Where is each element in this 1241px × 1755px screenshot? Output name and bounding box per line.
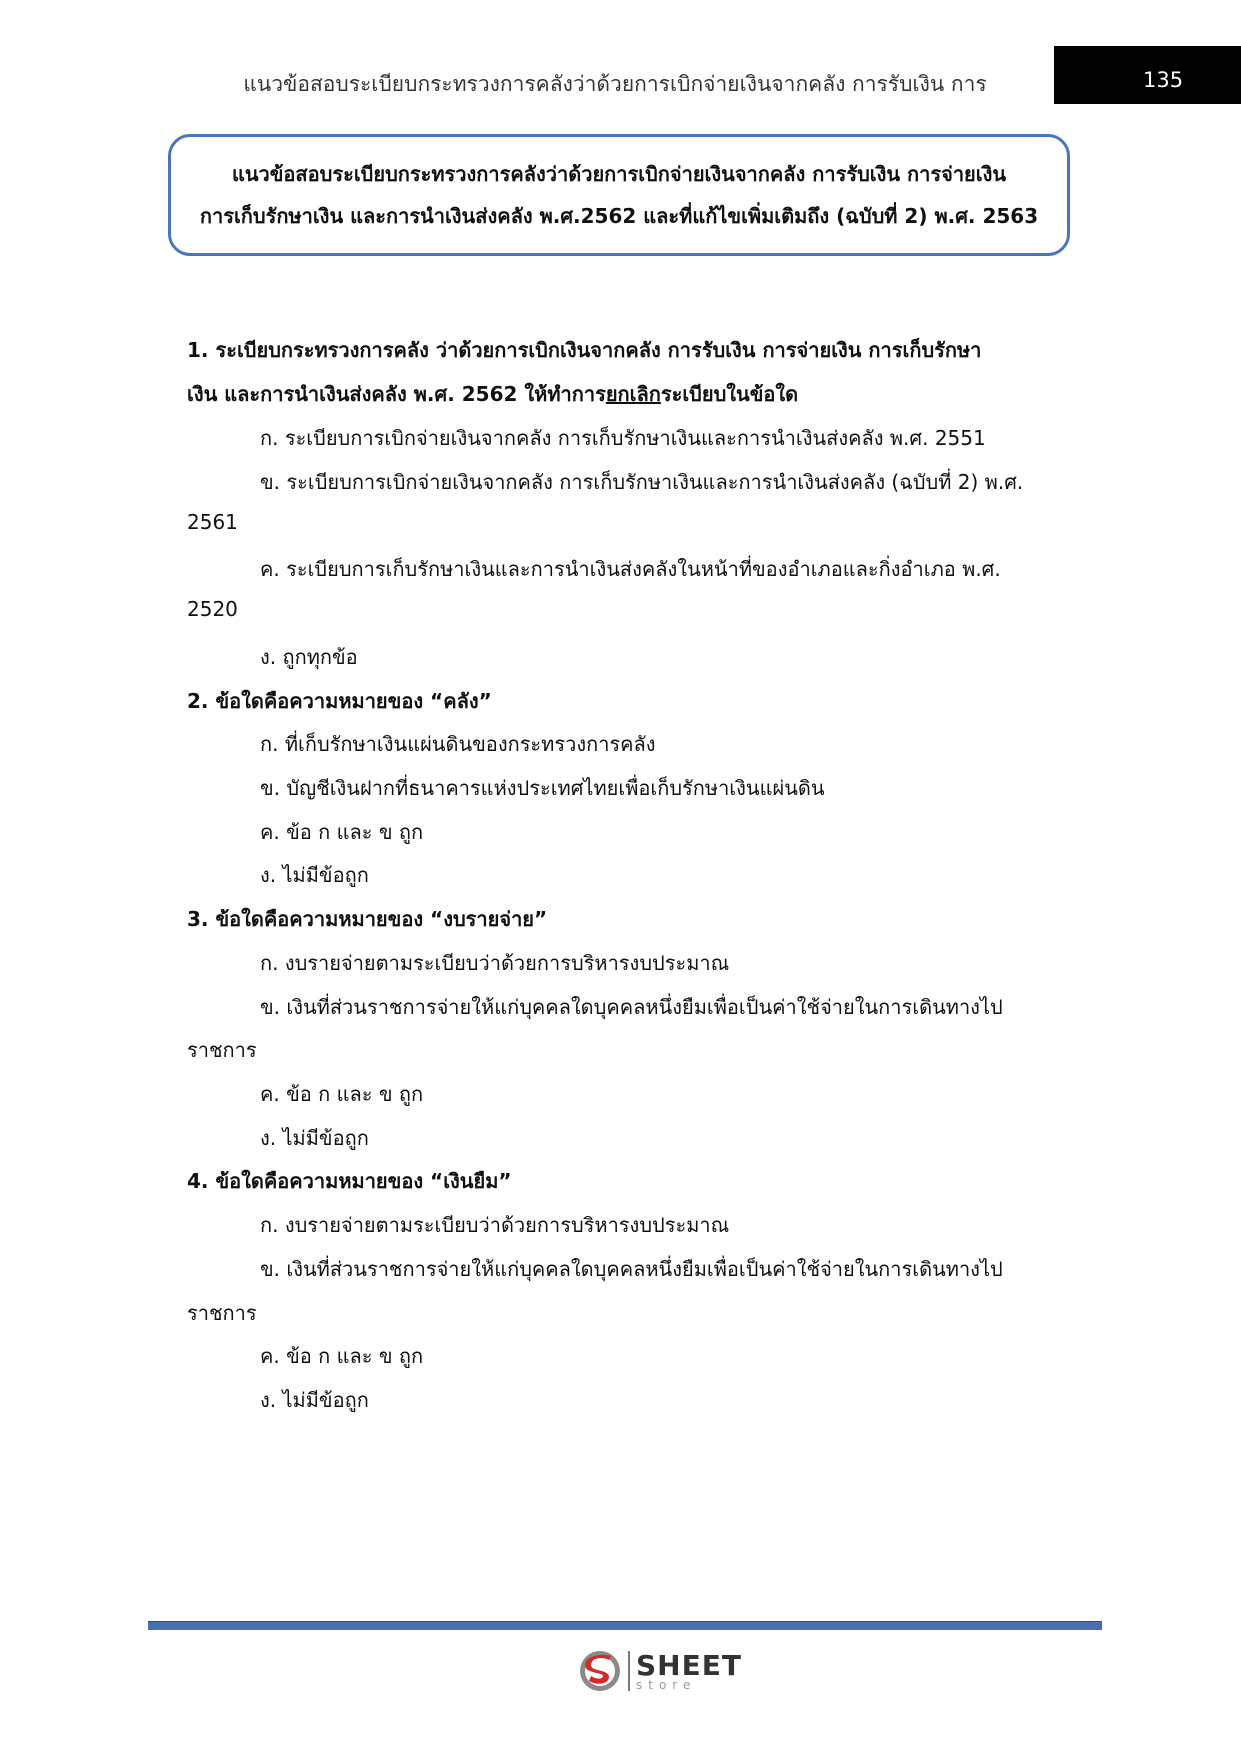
header-title: แนวข้อสอบระเบียบกระทรวงการคลังว่าด้วยการเบิกจ่ายเงินจากคลัง การรับเงิน การ — [243, 72, 987, 96]
question-2-option-c: ค. ข้อ ก และ ข ถูก — [260, 820, 424, 844]
question-4-option-c: ค. ข้อ ก และ ข ถูก — [260, 1344, 424, 1368]
question-4-option-b-continuation: ราชการ — [187, 1301, 257, 1325]
page-number: 135 — [1143, 68, 1184, 92]
question-4-option-a: ก. งบรายจ่ายตามระเบียบว่าด้วยการบริหารงบประมาณ — [260, 1213, 730, 1237]
question-3-option-b: ข. เงินที่ส่วนราชการจ่ายให้แก่บุคคลใดบุคคลหนึ่งยืมเพื่อเป็นค่าใช้จ่ายในการเดินทางไป — [260, 995, 1003, 1019]
question-1-option-a: ก. ระเบียบการเบิกจ่ายเงินจากคลัง การเก็บรักษาเงินและการนำเงินส่งคลัง พ.ศ. 2551 — [260, 426, 986, 450]
question-3-option-c: ค. ข้อ ก และ ข ถูก — [260, 1082, 424, 1106]
question-1-line-2 — [187, 378, 798, 410]
question-1-option-d: ง. ถูกทุกข้อ — [260, 645, 358, 669]
question-2-line-1: 2. ข้อใดคือความหมายของ “คลัง” — [187, 689, 492, 713]
sheet-store-logo — [576, 1647, 742, 1695]
question-3-option-a: ก. งบรายจ่ายตามระเบียบว่าด้วยการบริหารงบประมาณ — [260, 951, 730, 975]
question-2-option-a: ก. ที่เก็บรักษาเงินแผ่นดินของกระทรวงการคลัง — [260, 732, 656, 756]
question-4-line-1: 4. ข้อใดคือความหมายของ “เงินยืม” — [187, 1169, 512, 1193]
question-3-option-b-continuation: ราชการ — [187, 1038, 257, 1062]
logo-sheet-text: SHEET — [636, 1648, 742, 1682]
document-title-line-2: การเก็บรักษาเงิน และการนำเงินส่งคลัง พ.ศ.2562 และที่แก้ไขเพิ่มเติมถึง (ฉบับที่ 2) พ.ศ. 2563 — [199, 204, 1039, 228]
question-1-option-c: ค. ระเบียบการเก็บรักษาเงินและการนำเงินส่งคลังในหน้าที่ของอำเภอและกิ่งอำเภอ พ.ศ. — [260, 557, 1001, 581]
logo-divider — [628, 1651, 630, 1691]
question-1-text: เงิน และการนำเงินส่งคลัง พ.ศ. 2562 ให้ทำการ — [187, 382, 606, 406]
question-1-option-b: ข. ระเบียบการเบิกจ่ายเงินจากคลัง การเก็บรักษาเงินและการนำเงินส่งคลัง (ฉบับที่ 2) พ.ศ. — [260, 470, 1024, 494]
question-1-text-end: ระเบียบในข้อใด — [660, 382, 799, 406]
question-3-line-1: 3. ข้อใดคือความหมายของ “งบรายจ่าย” — [187, 907, 548, 931]
question-2-option-b: ข. บัญชีเงินฝากที่ธนาคารแห่งประเทศไทยเพื่อเก็บรักษาเงินแผ่นดิน — [260, 776, 825, 800]
question-4-option-b: ข. เงินที่ส่วนราชการจ่ายให้แก่บุคคลใดบุคคลหนึ่งยืมเพื่อเป็นค่าใช้จ่ายในการเดินทางไป — [260, 1257, 1003, 1281]
footer-rule — [148, 1621, 1102, 1630]
document-title-box — [168, 134, 1070, 256]
question-1-option-c-continuation: 2520 — [187, 597, 238, 621]
question-4-option-d: ง. ไม่มีข้อถูก — [260, 1388, 369, 1412]
sheet-store-logo-icon — [576, 1647, 624, 1695]
question-1-line-1: 1. ระเบียบกระทรวงการคลัง ว่าด้วยการเบิกเงินจากคลัง การรับเงิน การจ่ายเงิน การเก็บรักษา — [187, 338, 982, 362]
question-1-option-b-continuation: 2561 — [187, 510, 238, 534]
question-2-option-d: ง. ไม่มีข้อถูก — [260, 863, 369, 887]
logo-store-text: store — [636, 1677, 697, 1692]
question-1-underlined-word: ยกเลิก — [605, 382, 661, 406]
document-title-line-1: แนวข้อสอบระเบียบกระทรวงการคลังว่าด้วยการเบิกจ่ายเงินจากคลัง การรับเงิน การจ่ายเงิน — [231, 162, 1007, 186]
question-3-option-d: ง. ไม่มีข้อถูก — [260, 1126, 369, 1150]
logo-wordmark — [636, 1648, 742, 1692]
